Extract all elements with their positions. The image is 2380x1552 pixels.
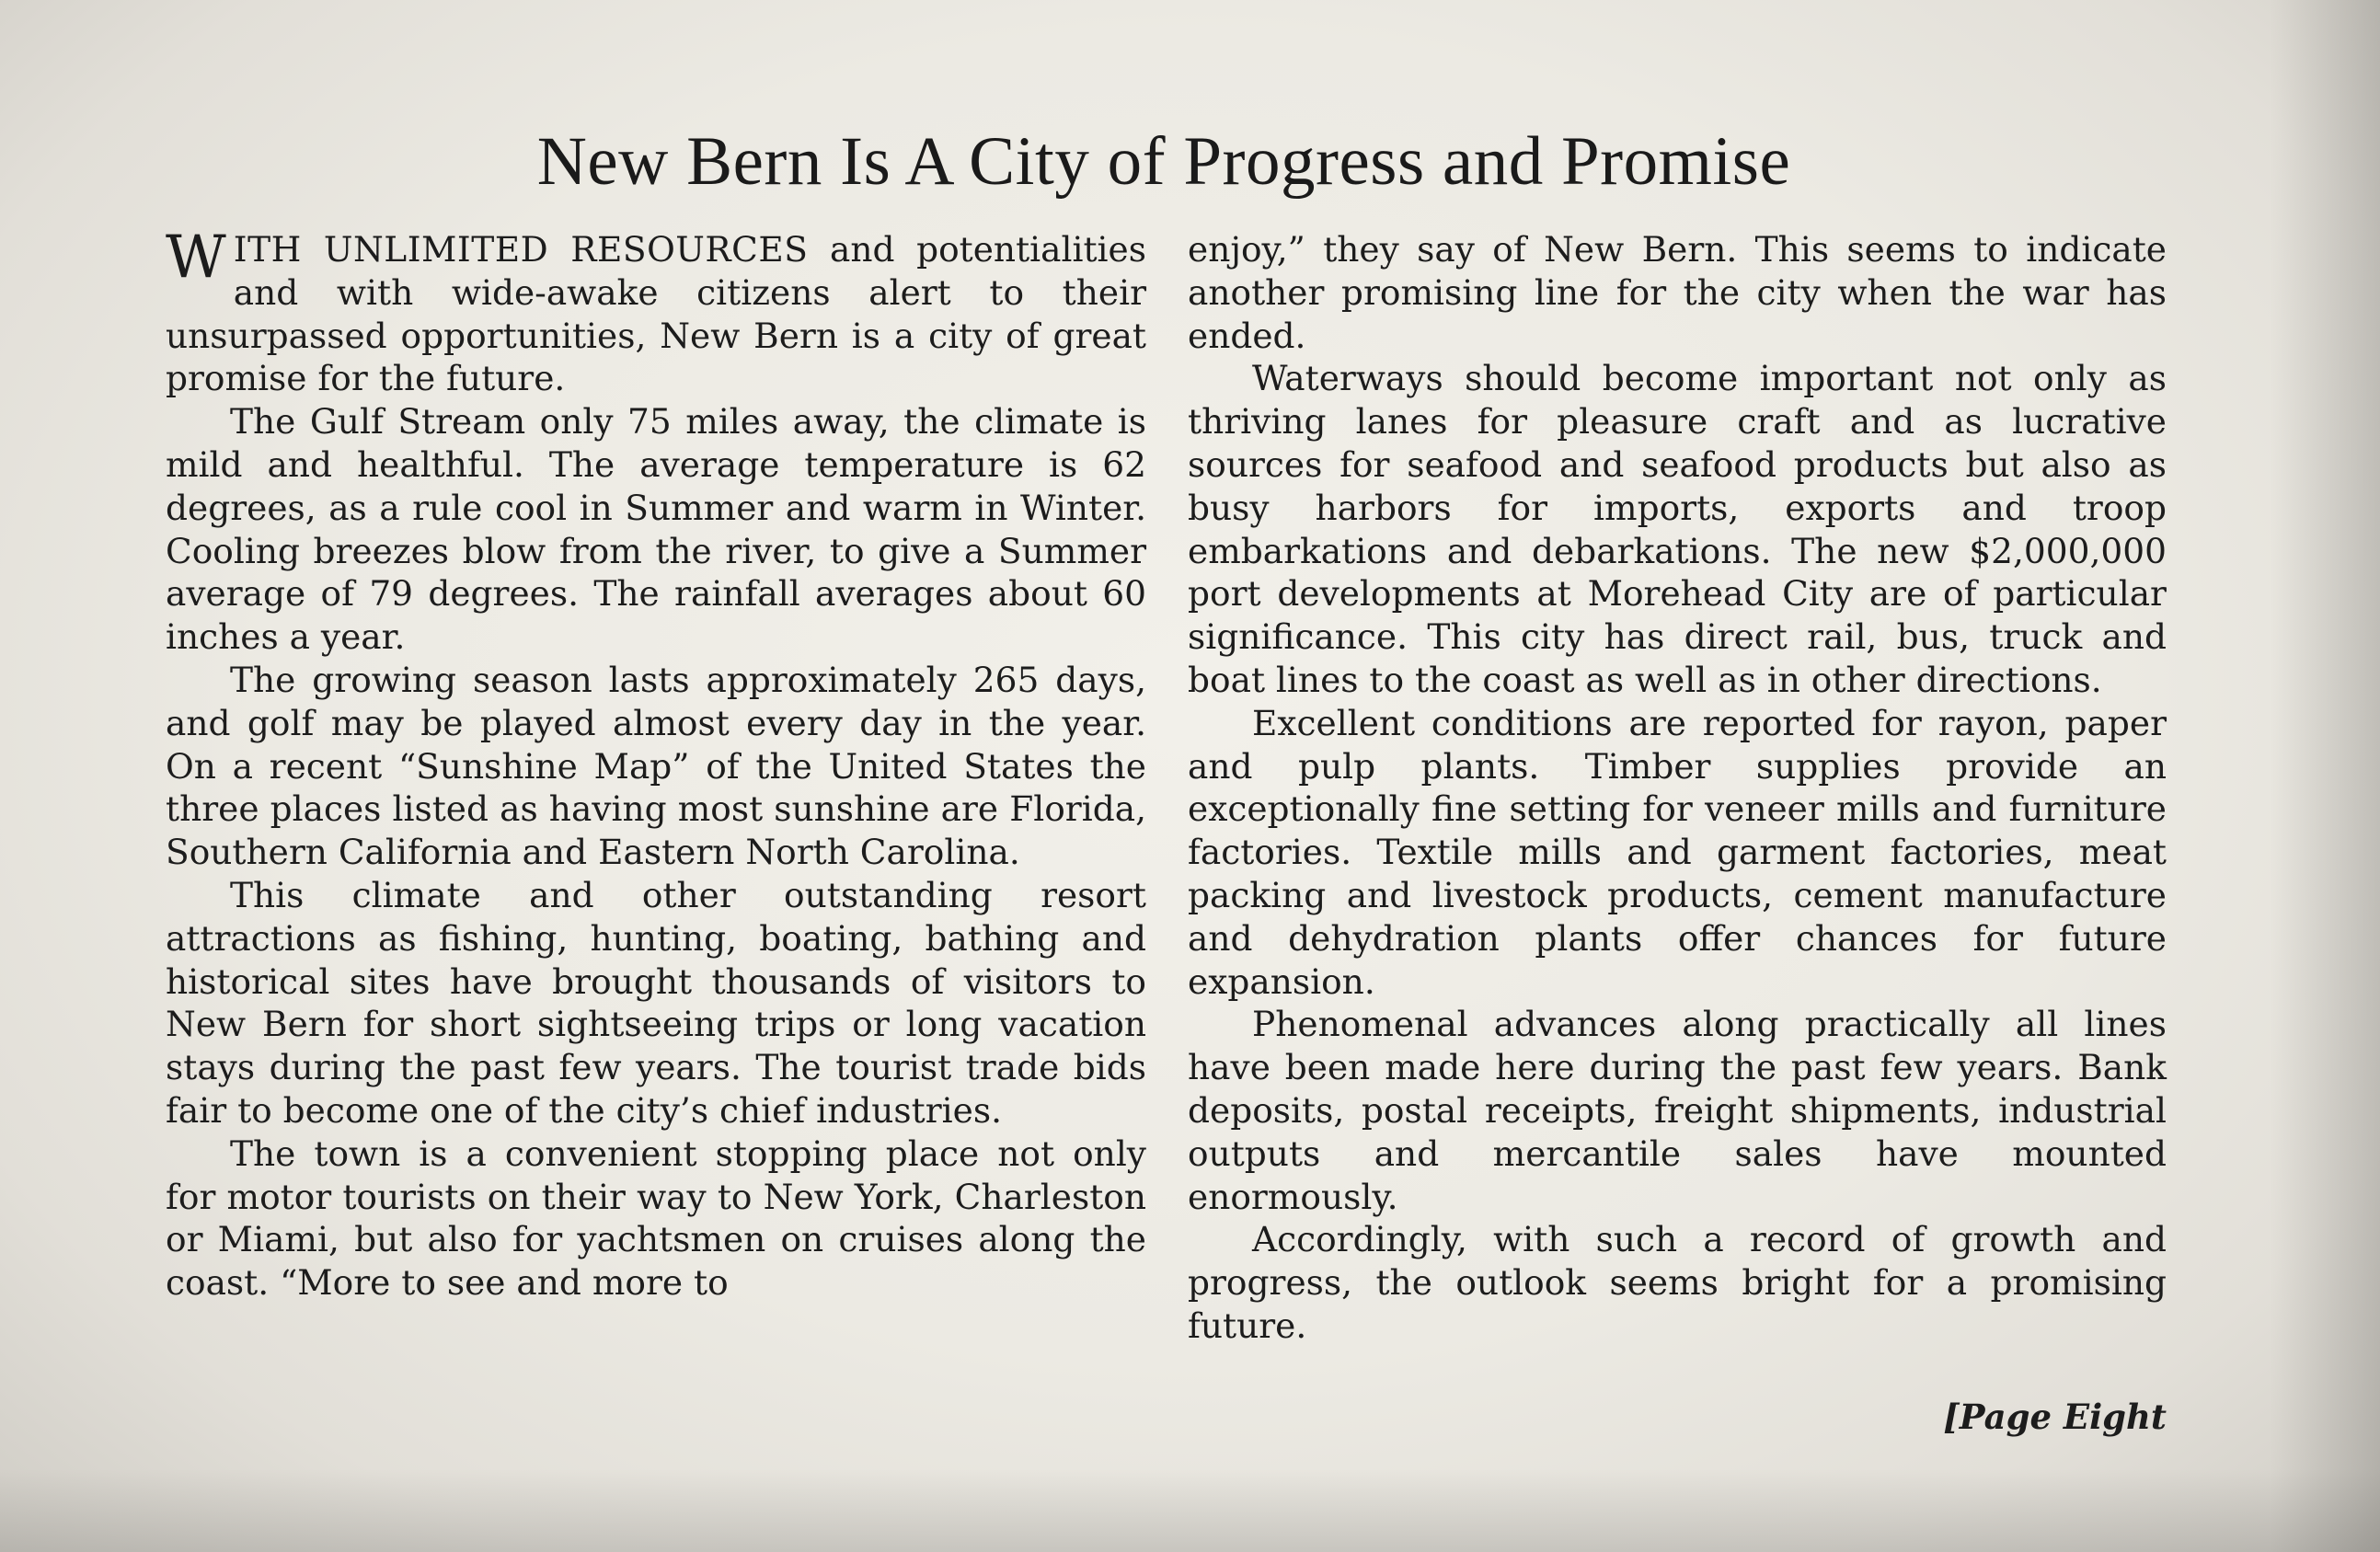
paragraph-outlook: Accordingly, with such a record of growth and progress, the outlook seems bright for a promising future. [1188,1219,2167,1346]
paragraph-resort-attractions: This climate and other outstanding resort attractions as fishing, hunting, boating, bathing and historical sites have brought thousands of visitors to New Bern for short sightseeing trips or long vacation stays during the past few years. The tourist trade bids fair to become one of the city’s chief industries. [166,874,1146,1131]
paragraph-climate: The Gulf Stream only 75 miles away, the climate is mild and healthful. The average temperature is 62 degrees, as a rule cool in Summer and warm in Winter. Cooling breezes blow from the river, to give a Summer average of 79 degrees. The rainfall averages about 60 inches a year. [166,401,1146,658]
opening-text: and potentialities and with wide-awake citizens alert to their unsurpassed opportunities, New Bern is a city of great promise for the future. [166,229,1146,399]
paragraph-waterways: Waterways should become important not only as thriving lanes for pleasure craft and as lucrative sources for seafood and seafood products but also as busy harbors for imports, exports and troop embarkations and debarkations. The new $2,000,000 port developments at Morehead City are of particular significance. This city has direct rail, bus, truck and boat lines to the coast as well as in other directions. [1188,358,2167,700]
page-title: New Bern Is A City of Progress and Promise [536,123,1791,200]
paragraph-advances: Phenomenal advances along practically all lines have been made here during the past few years. Bank deposits, postal receipts, freight shipments, industrial outputs and mercantile sales have mounted enormously. [1188,1004,2167,1217]
paragraph-growing-season: The growing season lasts approximately 265 days, and golf may be played almost every day in the year. On a recent “Sunshine Map” of the United States the three places listed as having most sunshine are Florida, Southern California and Eastern North Carolina. [166,659,1146,873]
paragraph-stopping-place: The town is a convenient stopping place not only for motor tourists on their way to New York, Charleston or Miami, but also for yachtsmen on cruises along the coast. “More to see and more to [166,1132,1146,1304]
opening-paragraph [166,224,1146,400]
drop-cap: W [166,224,226,292]
page-number: [Page Eight [1943,1397,2167,1437]
paragraph-continuation: enjoy,” they say of New Bern. This seems to indicate another promising line for the city when the war has ended. [1188,229,2167,356]
right-column [1188,228,2167,1348]
opening-smallcaps: ITH UNLIMITED RESOURCES [233,229,809,270]
paragraph-industry-conditions: Excellent conditions are reported for rayon, paper and pulp plants. Timber supplies provide an exceptionally fine setting for veneer mills and furniture factories. Textile mills and garment factories, meat packing and livestock products, cement manufacture and dehydration plants offer chances for future expansion. [1188,702,2167,1002]
left-column [166,224,1146,1305]
